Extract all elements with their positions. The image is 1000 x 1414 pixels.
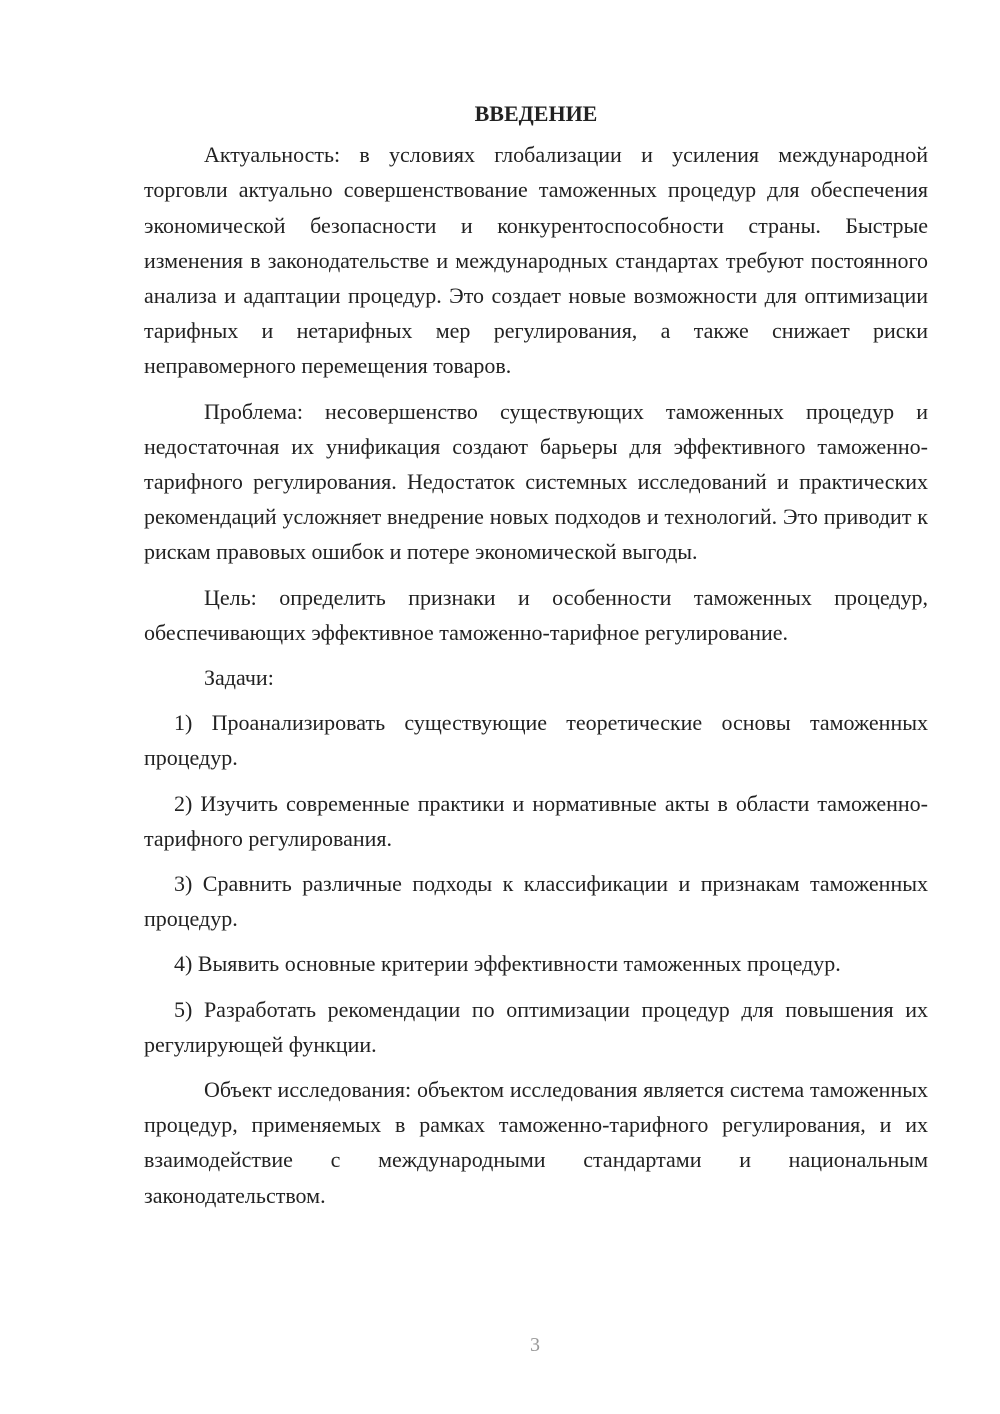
paragraph-problem: Проблема: несовершенство существующих таможенных процедур и недостаточная их унификация создают барьеры для эффективного таможенно-тарифного регулирования. Недостаток системных исследований и практических рекомендаций усложняет внедрение новых подходов и технологий. Это приводит к рискам правовых ошибок и потере экономической выгоды. xyxy=(144,398,928,565)
task-item-4: 4) Выявить основные критерии эффективности таможенных процедур. xyxy=(174,951,841,977)
task-item-2: 2) Изучить современные практики и нормативные акты в области таможенно-тарифного регулирования. xyxy=(144,790,928,851)
page-title: ВВЕДЕНИЕ xyxy=(474,101,598,126)
tasks-heading: Задачи: xyxy=(204,665,274,691)
paragraph-object: Объект исследования: объектом исследования является система таможенных процедур, применяемых в рамках таможенно-тарифного регулирования, и их взаимодействие с международными стандартами и национальным законодательством. xyxy=(144,1077,928,1208)
page-number: 3 xyxy=(530,1334,540,1356)
page-content xyxy=(144,96,928,1223)
paragraph-goal: Цель: определить признаки и особенности таможенных процедур, обеспечивающих эффективное таможенно-тарифное регулирование. xyxy=(144,584,928,645)
paragraph-relevance: Актуальность: в условиях глобализации и усиления международной торговли актуально совершенствование таможенных процедур для обеспечения экономической безопасности и конкурентоспособности страны. Быстрые изменения в законодательстве и международных стандартах требуют постоянного анализа и адаптации процедур. Это создает новые возможности для оптимизации тарифных и нетарифных мер регулирования, а также снижает риски неправомерного перемещения товаров. xyxy=(144,142,928,379)
task-item-5: 5) Разработать рекомендации по оптимизации процедур для повышения их регулирующей функции. xyxy=(144,996,928,1057)
task-item-1: 1) Проанализировать существующие теоретические основы таможенных процедур. xyxy=(144,710,928,771)
task-item-3: 3) Сравнить различные подходы к классификации и признакам таможенных процедур. xyxy=(144,871,928,932)
